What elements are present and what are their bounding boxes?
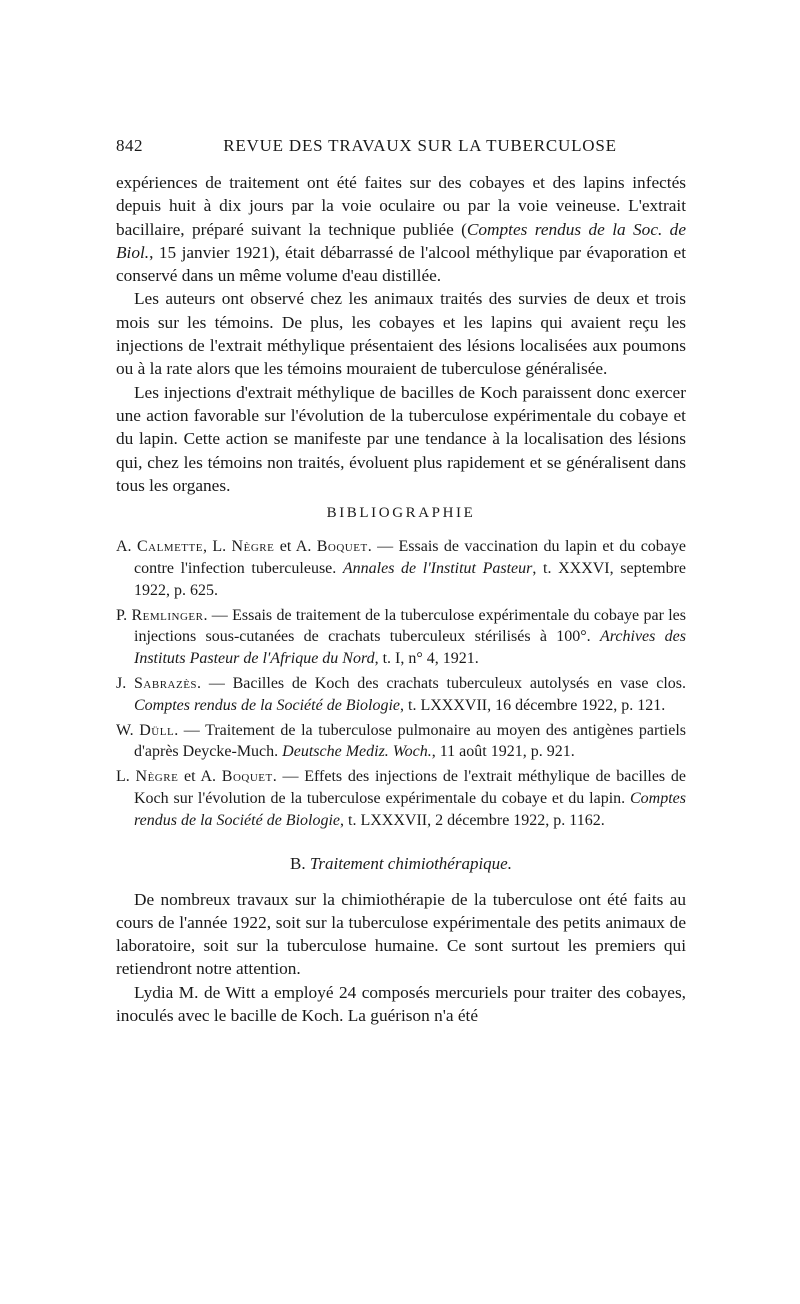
bib-entry-5: L. Nègre et A. Boquet. — Effets des injections de l'extrait méthylique de bacilles de Koch sur l'évolution de la tuberculose expérimentale du cobaye et du lapin. Comptes rendus de la Société de Biologie, t. LXXXVII, 2 décembre 1922, p. 1162. [116,768,687,829]
paragraph-4: De nombreux travaux sur la chimiothérapie de la tuberculose ont été faits au cours de l'année 1922, soit sur la tuberculose expérimentale des petits animaux de laboratoire, soit sur la tuberculose humaine. Ce sont surtout les premiers qui retiendront notre attention. [116,889,686,979]
bib-entry-3: J. Sabrazès. — Bacilles de Koch des crachats tuberculeux autolysés en vase clos. Comptes rendus de la Société de Biologie, t. LXXXVII, 16 décembre 1922, p. 121. [116,674,687,714]
running-header [116,136,684,160]
page-number: 842 [116,136,143,155]
paragraph-2: Les auteurs ont observé chez les animaux traités des survies de deux et trois mois sur les témoins. De plus, les cobayes et les lapins qui avaient reçu les injections de l'extrait méthylique présentaient des lésions localisées aux poumons ou à la rate alors que les témoins mouraient de tuberculose généralisée. [116,289,686,379]
bib-entry-4: W. Düll. — Traitement de la tuberculose pulmonaire au moyen des antigènes partiels d'après Deycke-Much. Deutsche Mediz. Woch., 11 août 1921, p. 921. [116,721,686,761]
paragraph-5: Lydia M. de Witt a employé 24 composés mercuriels pour traiter des cobayes, inoculés avec le bacille de Koch. La guérison n'a été [116,982,686,1025]
paragraph-1 [116,171,686,287]
bib-entry-1: A. Calmette, L. Nègre et A. Boquet. — Essais de vaccination du lapin et du cobaye contre l'infection tuberculeuse. Annales de l'Institut Pasteur, t. XXXVI, septembre 1922, p. 625. [116,538,687,599]
page-body [116,171,686,1027]
bib-entry-2: P. Remlinger. — Essais de traitement de la tuberculose expérimentale du cobaye par les injections sous-cutanées de crachats tuberculeux stérilisés à 100°. Archives des Instituts Pasteur de l'Afrique du Nord, t. I, n° 4, 1921. [116,606,687,668]
paragraph-3: Les injections d'extrait méthylique de bacilles de Koch paraissent donc exercer une action favorable sur l'évolution de la tuberculose expérimentale du cobaye et du lapin. Cette action se manifeste par une tendance à la localisation des lésions qui, chez les témoins non traités, évoluent plus rapidement et se généralisent dans tous les organes. [116,382,686,495]
paragraph-1-text-end: , 15 janvier 1921), était débarrassé de l'alcool méthylique par évaporation et conservé dans un même volume d'eau distillée. [116,242,686,286]
bibliography-title: BIBLIOGRAPHIE [326,505,476,522]
running-title: REVUE DES TRAVAUX SUR LA TUBERCULOSE [223,136,617,155]
paragraph-1-text: expériences de traitement ont été faites sur des cobayes et des lapins infectés depuis huit à dix jours par la voie oculaire ou par la voie veineuse. L'extrait bacillaire, préparé suivant la technique publiée ( [116,173,686,239]
paragraph-1-citation: Comptes rendus de la Soc. de Biol. [116,219,686,262]
section-b-heading: B. Traitement chimiothérapique. [290,853,512,873]
